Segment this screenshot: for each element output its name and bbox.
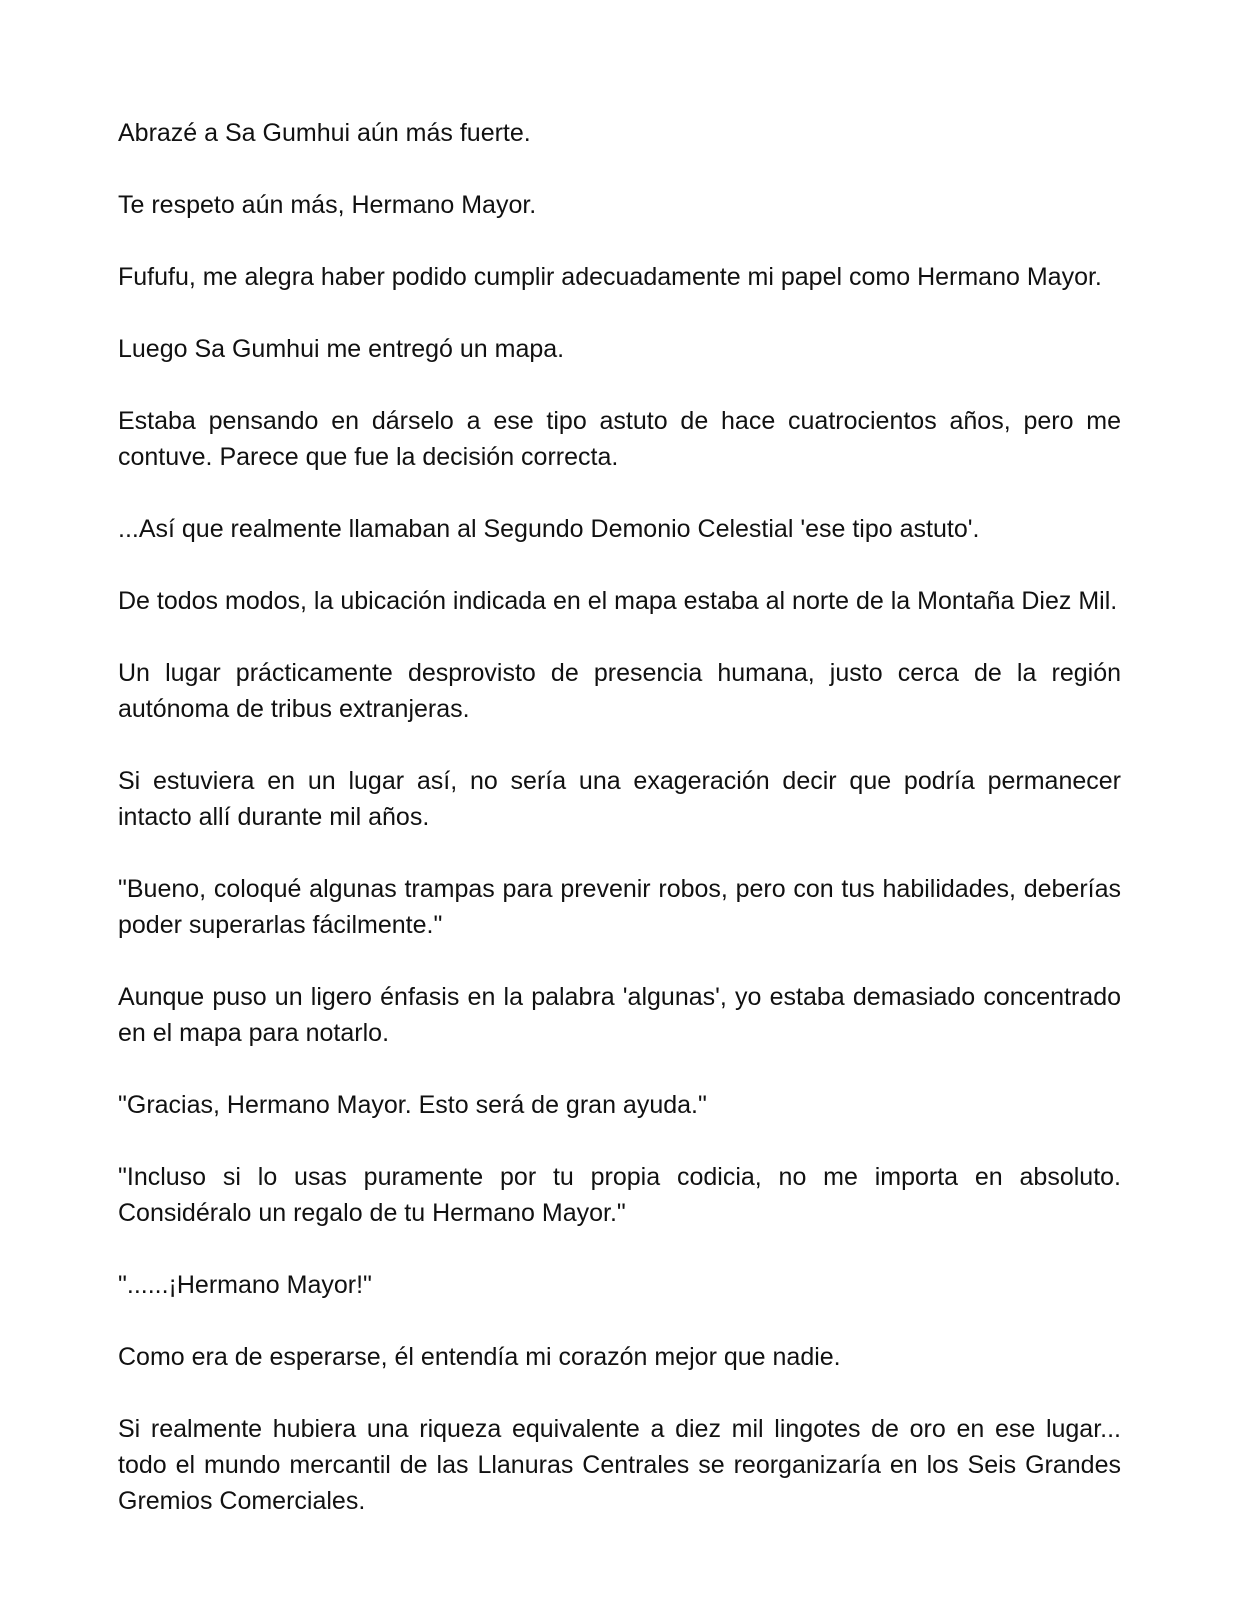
paragraph: "Gracias, Hermano Mayor. Esto será de gran ayuda."	[118, 1091, 707, 1119]
paragraph: "......¡Hermano Mayor!"	[118, 1271, 372, 1299]
paragraph: ...Así que realmente llamaban al Segundo Demonio Celestial 'ese tipo astuto'.	[118, 515, 980, 543]
paragraph: Te respeto aún más, Hermano Mayor.	[118, 191, 537, 219]
document-body	[118, 115, 1121, 1555]
paragraph: Como era de esperarse, él entendía mi corazón mejor que nadie.	[118, 1343, 841, 1371]
paragraph: Si estuviera en un lugar así, no sería una exageración decir que podría permanecer intacto allí durante mil años.	[118, 767, 1121, 831]
paragraph: Fufufu, me alegra haber podido cumplir adecuadamente mi papel como Hermano Mayor.	[118, 263, 1102, 291]
paragraph: "Incluso si lo usas puramente por tu propia codicia, no me importa en absoluto. Considéralo un regalo de tu Hermano Mayor."	[118, 1163, 1121, 1227]
paragraph: Si realmente hubiera una riqueza equivalente a diez mil lingotes de oro en ese lugar... todo el mundo mercantil de las Llanuras Centrales se reorganizaría en los Seis Grandes Gremios Comerciales.	[118, 1415, 1121, 1515]
paragraph: Abrazé a Sa Gumhui aún más fuerte.	[118, 119, 531, 147]
paragraph: Aunque puso un ligero énfasis en la palabra 'algunas', yo estaba demasiado concentrado en el mapa para notarlo.	[118, 983, 1121, 1047]
paragraph: De todos modos, la ubicación indicada en el mapa estaba al norte de la Montaña Diez Mil.	[118, 587, 1118, 615]
paragraph: Estaba pensando en dárselo a ese tipo astuto de hace cuatrocientos años, pero me contuve. Parece que fue la decisión correcta.	[118, 407, 1121, 471]
paragraph: Un lugar prácticamente desprovisto de presencia humana, justo cerca de la región autónoma de tribus extranjeras.	[118, 659, 1121, 723]
paragraph: Luego Sa Gumhui me entregó un mapa.	[118, 335, 565, 363]
paragraph: "Bueno, coloqué algunas trampas para prevenir robos, pero con tus habilidades, deberías poder superarlas fácilmente."	[118, 875, 1121, 939]
